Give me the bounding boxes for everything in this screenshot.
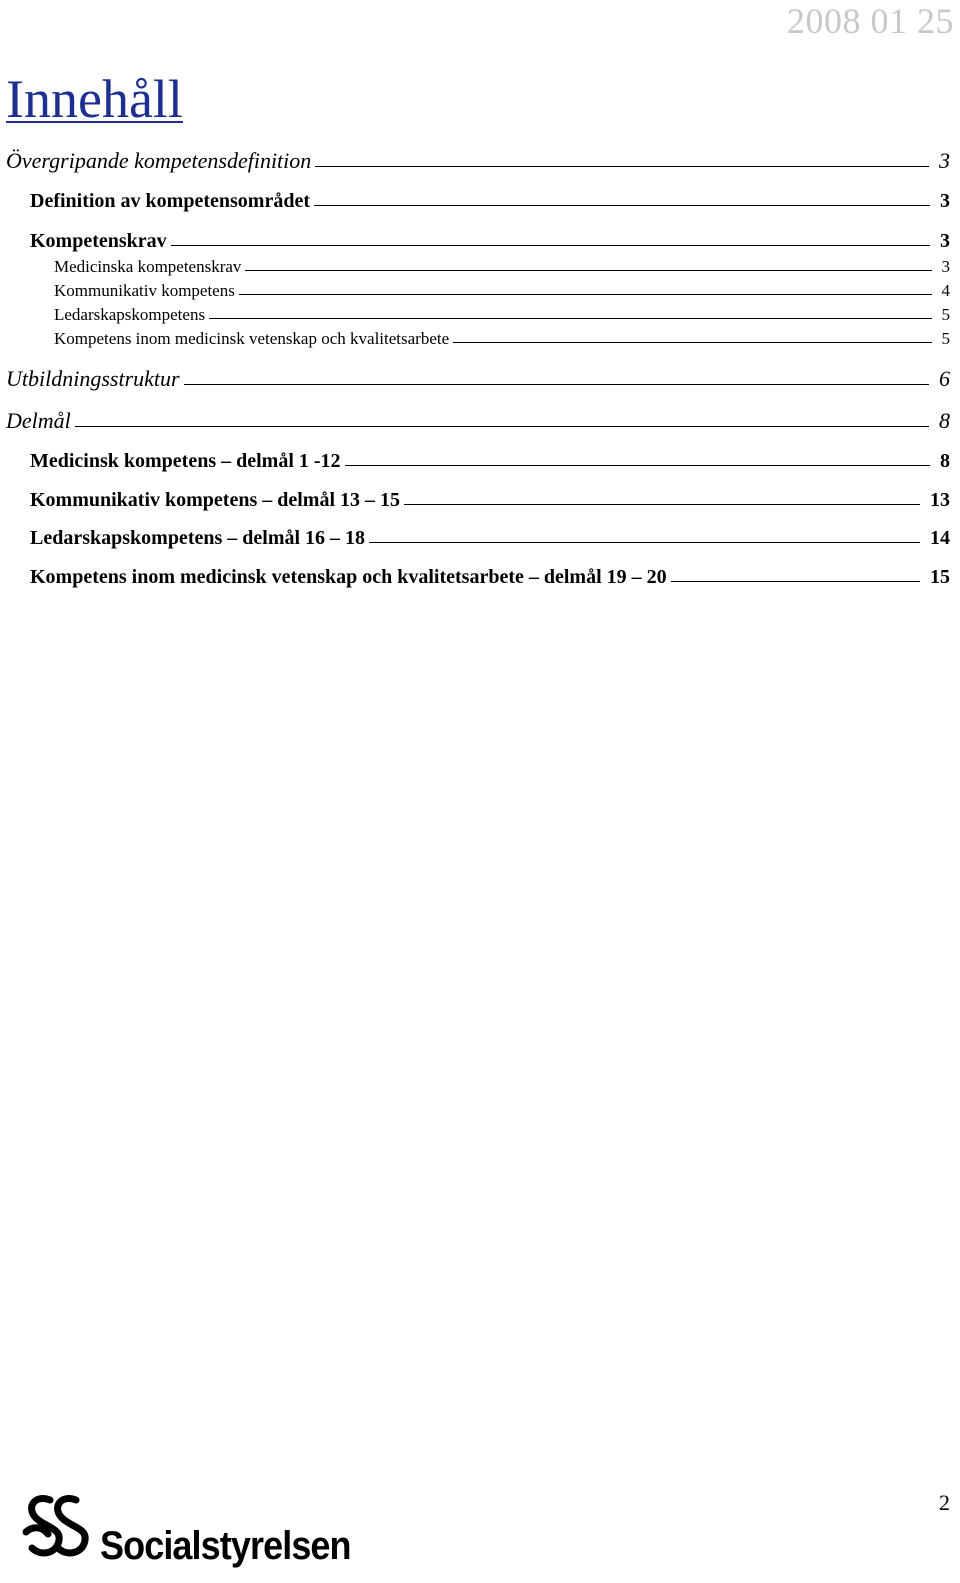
toc-entry[interactable] [30,489,950,512]
toc-entry-text: Utbildningsstruktur [6,366,180,391]
toc-leader-line [671,581,920,582]
page-title: Innehåll [6,69,183,129]
socialstyrelsen-emblem-icon [20,1490,96,1566]
toc-entry-text: Medicinska kompetenskrav [54,257,242,276]
toc-leader-line [171,245,930,246]
toc-entry-text: Kompetens inom medicinsk vetenskap och kvalitetsarbete – delmål 19 – 20 [30,566,667,588]
toc-entry[interactable] [54,281,950,301]
toc-leader-line [239,294,932,295]
toc-entry-text: Definition av kompetensområdet [30,190,310,212]
toc-leader-line [75,426,929,427]
toc-page-number: 5 [941,329,950,348]
toc-page-number: 5 [941,305,950,324]
toc-page-number: 4 [941,281,950,300]
toc-entry-text: Kompetens inom medicinsk vetenskap och kvalitetsarbete [54,329,450,348]
toc-entry[interactable] [6,366,950,392]
toc-entry[interactable] [30,450,950,473]
toc-entry-text: Kommunikativ kompetens [54,281,235,300]
toc-entry[interactable] [6,148,950,174]
toc-leader-line [315,166,929,167]
toc-leader-line [404,504,920,505]
toc-leader-line [369,542,920,543]
toc-page-number: 15 [930,566,950,588]
page-number: 2 [939,1490,950,1515]
toc-page-number: 13 [930,489,950,511]
toc-page-number: 3 [940,230,950,252]
toc-entry[interactable] [6,408,950,434]
toc-entry-text: Kompetenskrav [30,230,167,252]
toc-entry-text: Delmål [6,408,71,433]
toc-entry[interactable] [54,329,950,349]
logo-wordmark: Socialstyrelsen [100,1524,351,1568]
header-date: 2008 01 25 [787,1,954,41]
toc-page-number: 3 [940,190,950,212]
toc-entry-text: Övergripande kompetensdefinition [6,148,312,173]
toc-page-number: 8 [940,450,950,472]
toc-entry-text: Kommunikativ kompetens – delmål 13 – 15 [30,489,401,511]
toc-leader-line [453,342,931,343]
toc-entry-text: Medicinsk kompetens – delmål 1 -12 [30,450,341,472]
toc-page-number: 3 [941,257,950,276]
toc-entry[interactable] [30,190,950,213]
toc-leader-line [345,465,930,466]
toc-entry-text: Ledarskapskompetens – delmål 16 – 18 [30,527,366,549]
toc-entry[interactable] [30,566,950,589]
toc-page-number: 14 [930,527,950,549]
toc-entry-text: Ledarskapskompetens [54,305,206,324]
toc-page-number: 3 [939,148,950,173]
toc-leader-line [314,205,930,206]
toc-entry[interactable] [30,527,950,550]
toc-page-number: 8 [939,408,950,433]
toc-leader-line [209,318,931,319]
socialstyrelsen-logo [20,1490,379,1566]
toc-leader-line [184,384,929,385]
toc-entry[interactable] [54,305,950,325]
toc-entry[interactable] [54,257,950,277]
toc-entry[interactable] [30,230,950,253]
toc-page-number: 6 [939,366,950,391]
toc-leader-line [245,270,931,271]
